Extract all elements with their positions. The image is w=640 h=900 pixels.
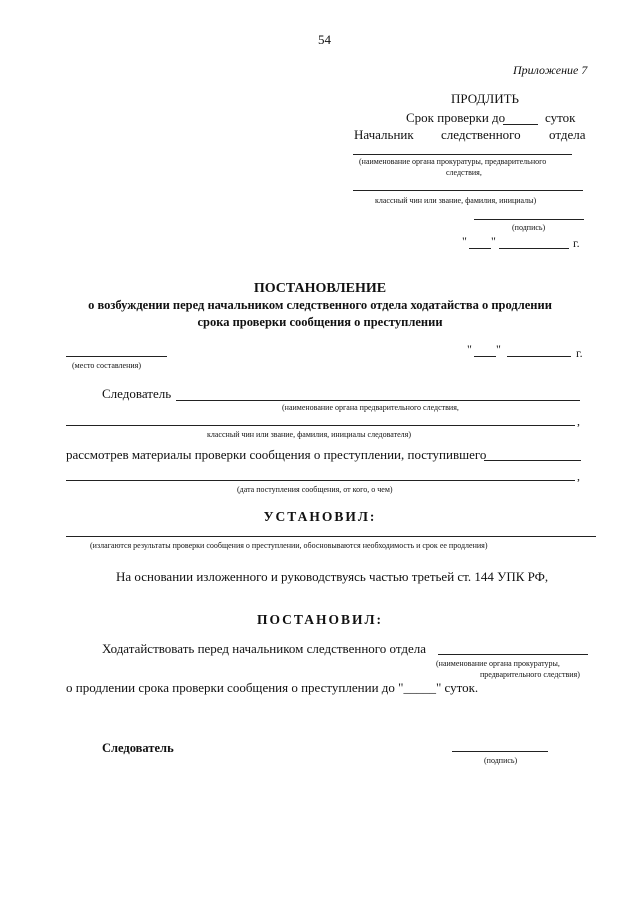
- message-date-line: [66, 480, 575, 481]
- petition-org-note-2: предварительного следствия): [480, 670, 580, 679]
- place-note: (место составления): [72, 361, 141, 370]
- approval-sign-line: [474, 219, 584, 220]
- appendix-label: Приложение 7: [513, 63, 588, 77]
- approval-extend: ПРОДЛИТЬ: [451, 91, 519, 106]
- document-subtitle-line-1: о возбуждении перед начальником следственного отдела ходатайства о продлении: [88, 298, 552, 312]
- investigator-comma: ,: [577, 414, 580, 428]
- place-line: [66, 356, 167, 357]
- investigator-line: [176, 400, 580, 401]
- message-date-comma: ,: [577, 469, 580, 483]
- approval-sign-note: (подпись): [512, 223, 546, 232]
- considered-text: рассмотрев материалы проверки сообщения о преступлении, поступившего: [66, 447, 487, 462]
- date-day-blank: [474, 356, 496, 357]
- date-year: г.: [576, 346, 583, 360]
- approval-rank-note: классный чин или звание, фамилия, инициалы): [375, 196, 537, 205]
- date-quote-close: ": [496, 342, 501, 356]
- approval-check-term: Срок проверки до: [406, 110, 506, 125]
- approval-department: отдела: [549, 127, 586, 142]
- petition-text: Ходатайствовать перед начальником следственного отдела: [102, 641, 427, 656]
- approval-days-blank: [503, 124, 538, 125]
- investigator-rank-line: [66, 425, 575, 426]
- petition-org-note-1: (наименование органа прокуратуры,: [436, 659, 560, 668]
- considered-blank: [484, 460, 581, 461]
- signature-line: [452, 751, 548, 752]
- extension-text: о продлении срока проверки сообщения о преступлении до "_____" суток.: [66, 680, 479, 695]
- approval-org-note-1: (наименование органа прокуратуры, предварительного: [359, 157, 547, 166]
- approval-org-line: [353, 154, 572, 155]
- petition-blank: [438, 654, 588, 655]
- investigator-rank-note: классный чин или звание, фамилия, инициалы следователя): [207, 430, 411, 439]
- approval-month-blank: [499, 248, 569, 249]
- approval-rank-line: [353, 190, 583, 191]
- investigator-org-note: (наименование органа предварительного следствия,: [282, 403, 459, 412]
- established-line: [66, 536, 596, 537]
- document-title: ПОСТАНОВЛЕНИЕ: [253, 281, 387, 296]
- signature-note: (подпись): [484, 756, 518, 765]
- approval-day-blank: [469, 248, 491, 249]
- message-date-note: (дата поступления сообщения, от кого, о чем): [237, 485, 393, 494]
- approval-date-quote-open: ": [462, 234, 467, 248]
- established-note: (излагаются результаты проверки сообщения о преступлении, обосновываются необходимость и срок ее продления): [90, 541, 488, 550]
- approval-year: г.: [573, 236, 580, 250]
- resolved-heading: ПОСТАНОВИЛ:: [256, 612, 384, 627]
- approval-date-quote-close: ": [491, 234, 496, 248]
- date-quote-open: ": [467, 342, 472, 356]
- page-number: 54: [318, 32, 331, 47]
- approval-investigative: следственного: [441, 127, 521, 142]
- basis-text: На основании изложенного и руководствуясь частью третьей ст. 144 УПК РФ,: [116, 569, 549, 584]
- investigator-label: Следователь: [102, 386, 172, 401]
- approval-chief: Начальник: [354, 127, 414, 142]
- document-subtitle-line-2: срока проверки сообщения о преступлении: [197, 315, 443, 329]
- established-heading: УСТАНОВИЛ:: [263, 509, 377, 524]
- signature-label: Следователь: [102, 741, 174, 755]
- approval-org-note-2: следствия,: [446, 168, 482, 177]
- approval-days: суток: [545, 110, 576, 125]
- date-month-blank: [507, 356, 571, 357]
